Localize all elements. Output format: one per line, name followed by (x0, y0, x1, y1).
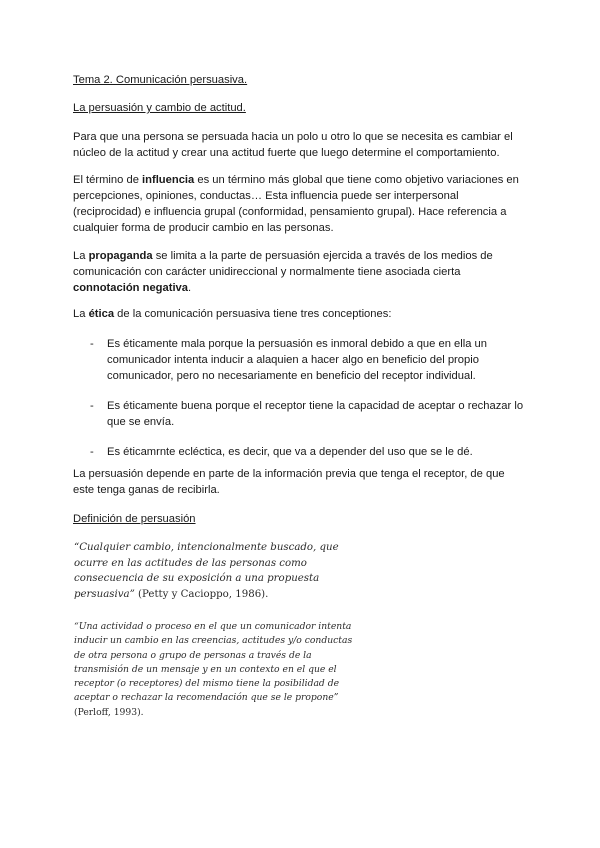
term-connotacion-negativa: connotación negativa (73, 282, 188, 294)
document-title: Tema 2. Comunicación persuasiva. (73, 74, 248, 86)
list-item: - Es éticamrnte ecléctica, es decir, que va a depender del uso que se le dé. (90, 446, 473, 458)
bullet-marker: - (90, 338, 94, 350)
quote-citation: (Perloff, 1993). (74, 706, 144, 718)
paragraph-attitude-core: Para que una persona se persuada hacia un polo u otro lo que se necesita es cambiar el núcleo de la actitud y crear una actitud fuerte que luego determine el comportamiento. (73, 131, 513, 159)
bullet-marker: - (90, 400, 94, 412)
paragraph-prior-information: La persuasión depende en parte de la información previa que tenga el receptor, de que este tenga ganas de recibirla. (73, 468, 505, 496)
section-heading-definition: Definición de persuasión (73, 513, 196, 525)
paragraph-propaganda: La propaganda se limita a la parte de persuasión ejercida a través de los medios de comunicación con carácter unidireccional y normalmente tiene asociada cierta connotación negativa. (73, 250, 493, 294)
term-influencia: influencia (142, 174, 195, 186)
list-item: - Es éticamente buena porque el receptor tiene la capacidad de aceptar o rechazar lo que se envía. (90, 400, 524, 428)
paragraph-ethics: La ética de la comunicación persuasiva tiene tres conceptiones: (73, 308, 392, 320)
bullet-marker: - (90, 446, 94, 458)
quote-citation: (Petty y Cacioppo, 1986). (134, 588, 269, 600)
quote-perloff: “Una actividad o proceso en el que un comunicador intenta inducir un cambio en las creencias, actitudes y/o conductas de otra persona o grupo de personas a través de la transmisión de un mensaje y en un contexto en el que el receptor (o receptores) del mismo tiene la posibilidad de aceptar o rechazar la recomendación que se le propone” (Perloff, 1993). (74, 621, 353, 718)
paragraph-influence: El término de influencia es un término más global que tiene como objetivo variaciones en percepciones, opiniones, conductas… Esta influencia puede ser interpersonal (reciprocidad) e influencia grupal (conformidad, pensamiento grupal). Hace referencia a cualquier forma de producir cambio en las personas. (73, 174, 519, 234)
ethics-bullet-list (90, 336, 526, 474)
quote-petty-cacioppo: “Cualquier cambio, intencionalmente buscado, que ocurre en las actitudes de las personas como consecuencia de su exposición a una propuesta persuasiva” (Petty y Cacioppo, 1986). (74, 542, 339, 600)
term-etica: ética (88, 308, 115, 320)
section-heading-persuasion: La persuasión y cambio de actitud. (73, 102, 246, 114)
list-item: - Es éticamente mala porque la persuasión es inmoral debido a que en ella un comunicador intenta inducir a alaquien a hacer algo en beneficio del propio comunicador, pero no necesariamente en beneficio del receptor individual. (90, 338, 487, 382)
term-propaganda: propaganda (88, 250, 153, 262)
